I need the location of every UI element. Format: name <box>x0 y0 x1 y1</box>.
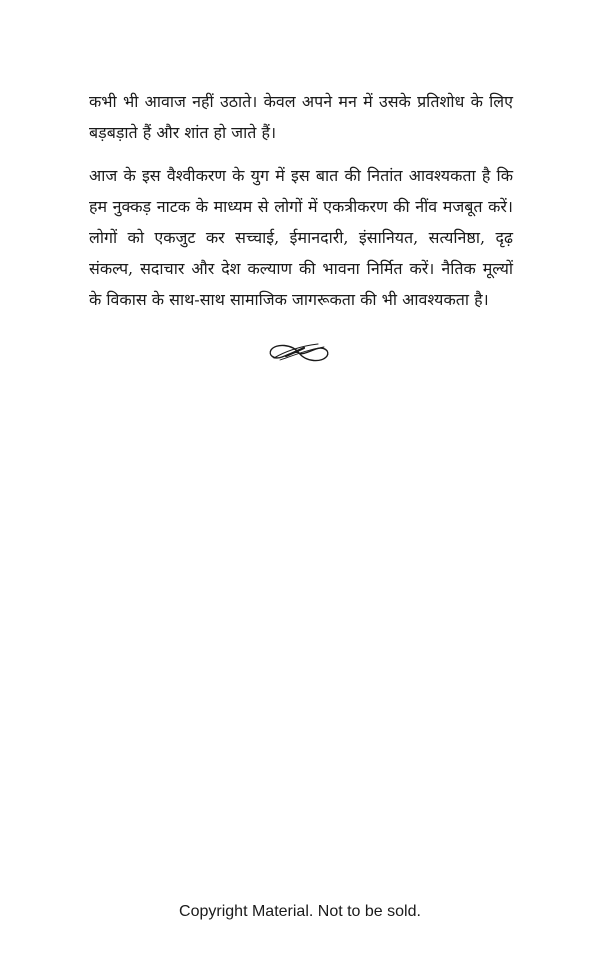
page-body <box>89 86 513 327</box>
paragraph-line: आज के इस वैश्वीकरण के युग में इस बात की नितांत आवश्यकता है कि <box>89 166 513 185</box>
paragraph-line: बड़बड़ाते हैं और शांत हो जाते हैं। <box>89 123 277 142</box>
copyright-footer: Copyright Material. Not to be sold. <box>179 903 421 920</box>
paragraph-line: के विकास के साथ-साथ सामाजिक जागरूकता की भी आवश्यकता है। <box>89 290 489 309</box>
paragraph-line: हम नुक्कड़ नाटक के माध्यम से लोगों में एकत्रीकरण की नींव मजबूत करें। <box>89 197 513 216</box>
paragraph-line: कभी भी आवाज नहीं उठाते। केवल अपने मन में उसके प्रतिशोध के लिए <box>89 92 513 111</box>
paragraph-line: संकल्प, सदाचार और देश कल्याण की भावना निर्मित करें। नैतिक मूल्यों <box>89 259 513 278</box>
flourish-divider-icon <box>266 338 332 368</box>
paragraph-2 <box>89 160 513 315</box>
paragraph-line: लोगों को एकजुट कर सच्चाई, ईमानदारी, इंसानियत, सत्यनिष्ठा, दृढ़ <box>89 228 513 247</box>
paragraph-1 <box>89 86 513 148</box>
